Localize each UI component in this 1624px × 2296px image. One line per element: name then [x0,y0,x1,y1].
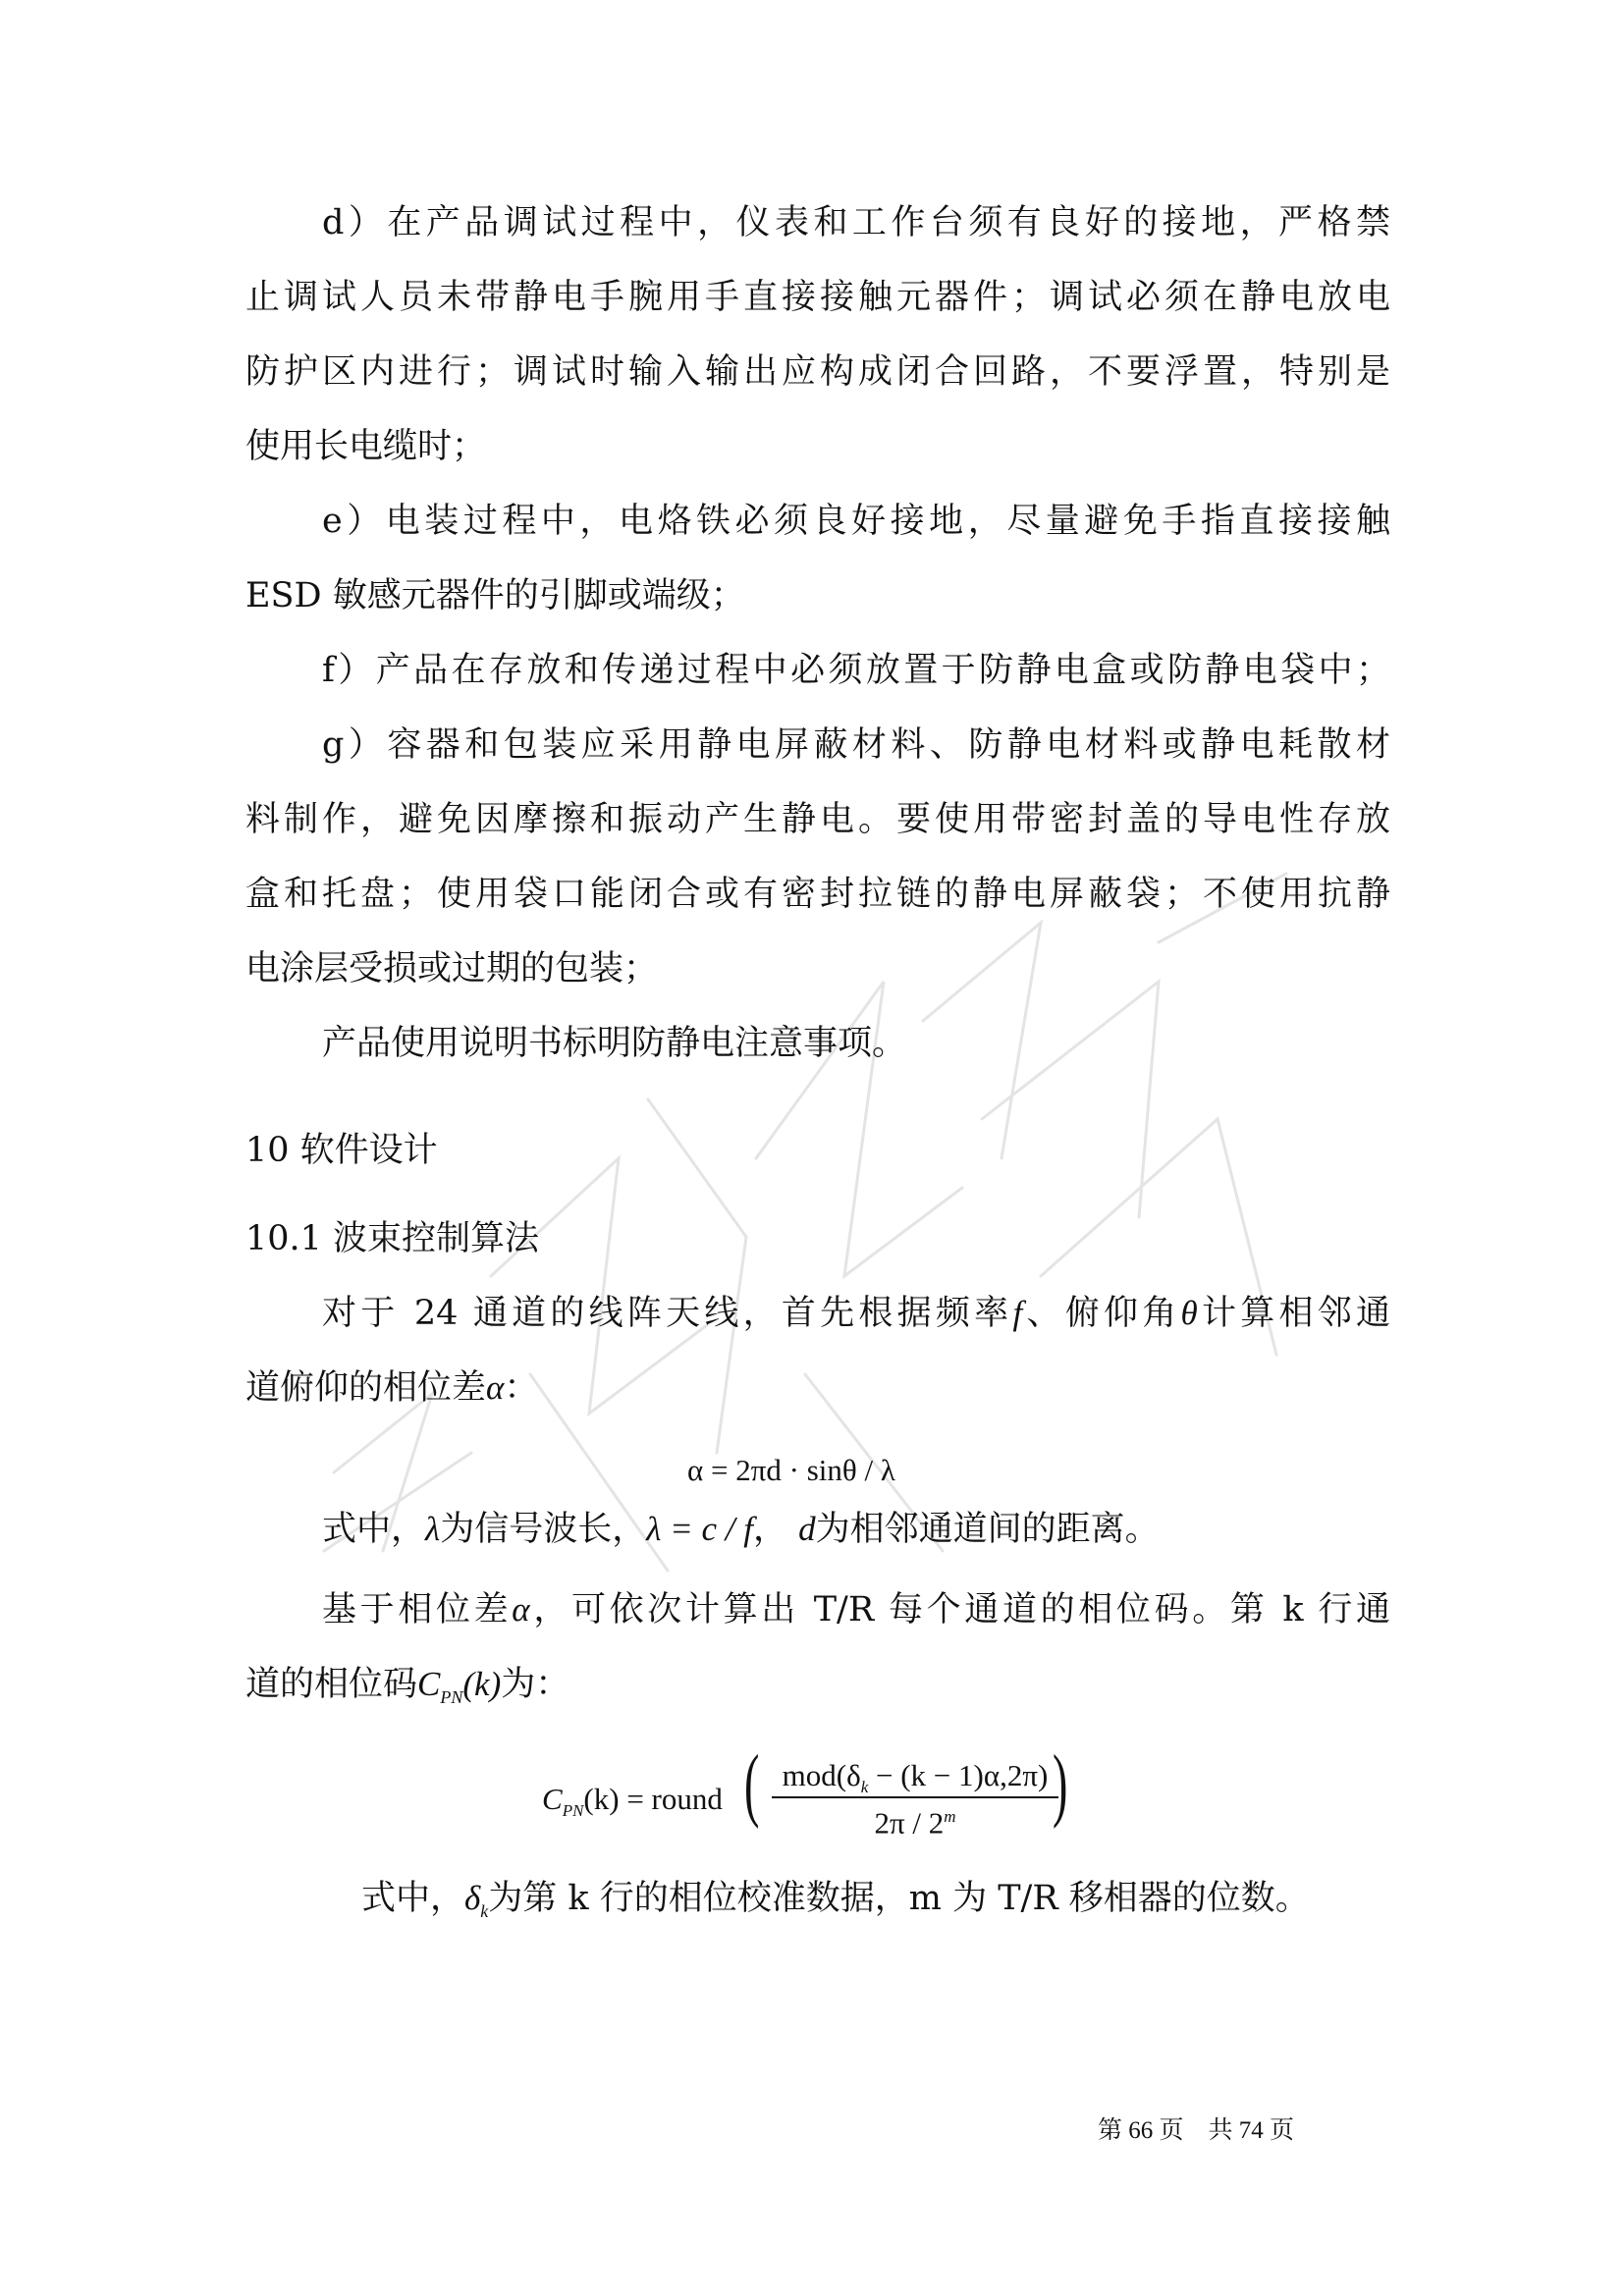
beam-para-line-1 [322,1288,1390,1339]
symbol-lambda: λ [425,1510,441,1548]
where-text: 为第 k 行的相位校准数据，m 为 T/R 移相器的位数。 [488,1879,1310,1918]
beam-para-line-2 [245,1362,1390,1414]
para-e-line-1: e）电装过程中，电烙铁必须良好接地，尽量避免手指直接接触 [322,502,1390,541]
fraction-denominator [768,1798,1062,1842]
where-line-1 [322,1504,1160,1555]
beam-text: 为： [501,1665,570,1704]
beam-text: 计算相邻通 [1197,1294,1390,1333]
where-text: 式中， [361,1879,465,1918]
para-d-line-2: 止调试人员未带静电手腕用手直接接触元器件；调试必须在静电放电 [245,278,1390,317]
para-g-line-3: 盒和托盘；使用袋口能闭合或有密封拉链的静电屏蔽袋；不使用抗静 [245,875,1390,914]
para-d-line-1: d）在产品调试过程中，仪表和工作台须有良好的接地，严格禁 [322,203,1390,242]
where-line-2 [361,1873,1310,1924]
denominator-sup: m [944,1807,956,1826]
formula-round: (k) = round [583,1782,723,1816]
para-d-line-3: 防护区内进行；调试时输入输出应构成闭合回路，不要浮置，特别是 [245,352,1390,392]
symbol-pn: PN [562,1801,584,1820]
beam-text: 道俯仰的相位差 [245,1368,487,1408]
symbol-delta: δ [464,1879,481,1917]
beam-para-line-4 [245,1659,1390,1723]
para-g-line-2: 料制作，避免因摩擦和振动产生静电。要使用带密封盖的导电性存放 [245,800,1390,839]
symbol-delta-sub: k [480,1901,489,1921]
page-footer: 第 66 页 共 74 页 [1098,2117,1295,2144]
symbol-alpha: α [486,1368,505,1407]
where-text: 为信号波长， [440,1510,647,1549]
section-heading-10-1: 10.1 波束控制算法 [245,1219,540,1258]
denominator-text: 2π / 2 [874,1805,945,1841]
formula-right-paren: ) [1053,1738,1068,1830]
formula-phase-difference: α = 2πd · sinθ / λ [687,1453,895,1487]
symbol-cpn: C [417,1665,441,1703]
section-heading-10: 10 软件设计 [245,1131,438,1170]
para-g-line-4: 电涂层受损或过期的包装； [245,949,659,988]
para-d-line-4: 使用长电缆时； [245,427,487,466]
beam-text: 基于相位差 [322,1590,513,1629]
beam-para-line-3 [322,1584,1390,1635]
symbol-theta: θ [1180,1294,1198,1332]
formula-left-paren: ( [744,1738,760,1830]
symbol-cpn-sub: PN [440,1687,463,1707]
para-f-line-1: f）产品在存放和传递过程中必须放置于防静电盒或防静电袋中； [322,651,1390,690]
beam-text: ： [504,1368,539,1408]
beam-text: 、俯仰角 [1022,1294,1181,1333]
fraction-numerator [768,1757,1062,1794]
symbol-f: f [1012,1294,1023,1332]
where-text: 式中， [322,1510,426,1549]
formula-fraction [768,1757,1062,1842]
para-e-line-2: ESD 敏感元器件的引脚或端级； [245,576,745,615]
para-g-line-1: g）容器和包装应采用静电屏蔽材料、防静电材料或静电耗散材 [322,725,1390,765]
where-text: ， [752,1510,787,1549]
formula-wavelength: λ = c / f [646,1510,753,1548]
formula-phase-code-lhs [542,1780,723,1819]
beam-text: 对于 24 通道的线阵天线，首先根据频率 [322,1294,1013,1333]
beam-text: ，可依次计算出 T/R 每个通道的相位码。第 k 行通 [529,1590,1390,1629]
symbol-alpha: α [512,1590,530,1629]
symbol-c: C [542,1782,563,1816]
where-text: 为相邻通道间的距离。 [815,1510,1160,1549]
numerator-text: − (k − 1)α,2π) [868,1758,1049,1792]
beam-text: 道的相位码 [245,1665,418,1704]
numerator-text: mod(δ [782,1758,861,1792]
symbol-d: d [798,1510,816,1548]
numerator-sub: k [860,1778,869,1796]
para-manual: 产品使用说明书标明防静电注意事项。 [322,1024,907,1063]
symbol-cpn-arg: (k) [462,1665,502,1703]
